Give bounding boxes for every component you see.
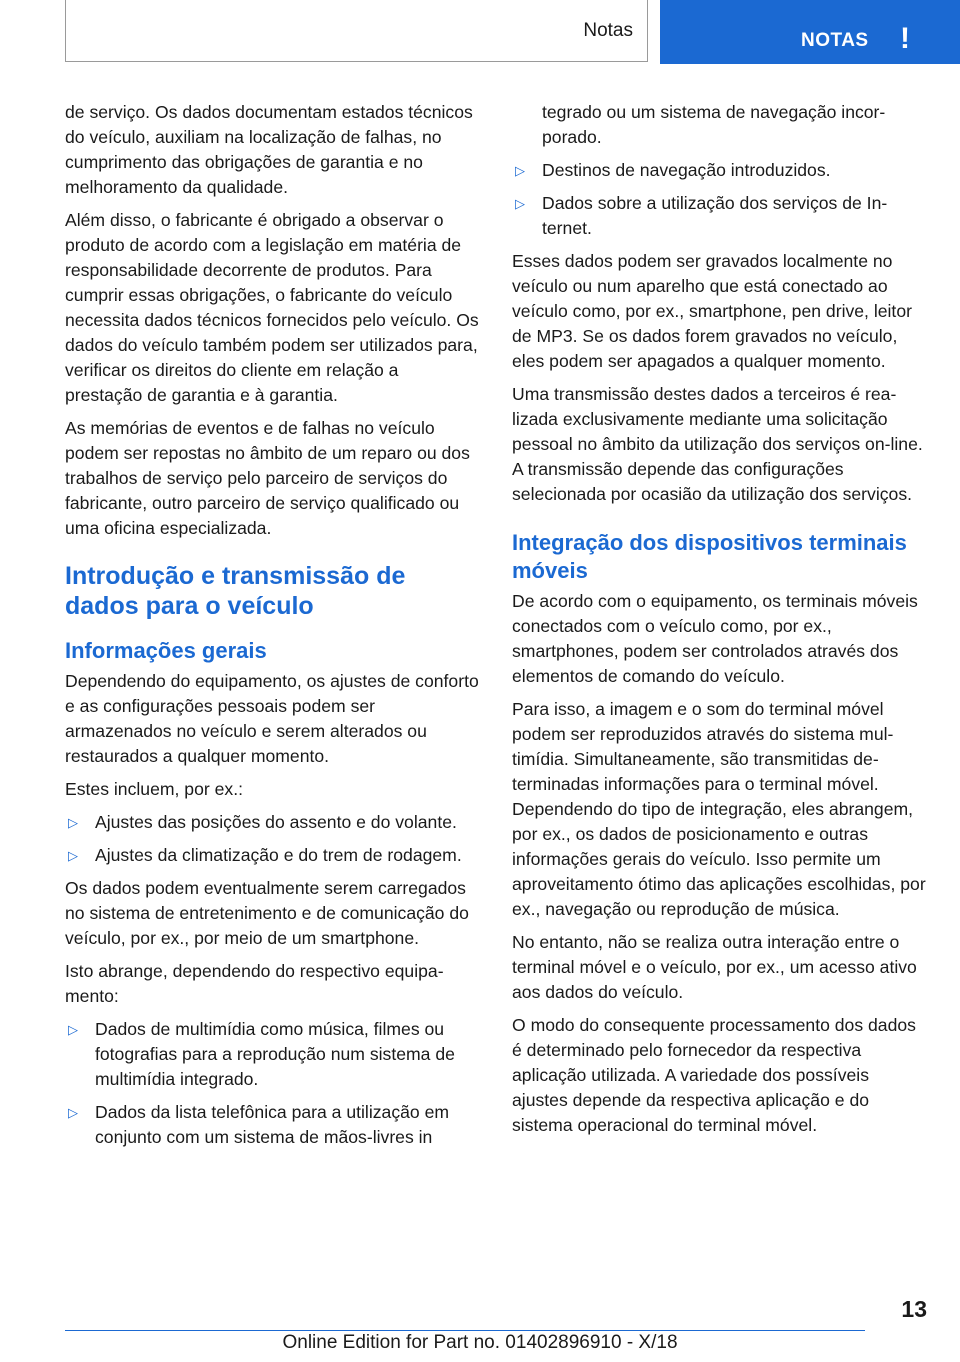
paragraph: Isto abrange, dependendo do respectivo equipamento: bbox=[65, 961, 444, 1006]
triangle-bullet-icon: ▷ bbox=[515, 163, 525, 178]
paragraph: Dependendo do equipamento, os ajustes de conforto e as configurações pessoais podem ser armazenados no veículo e serem alterados ou restaurados a qualquer momento. bbox=[65, 671, 479, 766]
page-number: 13 bbox=[901, 1296, 927, 1322]
paragraph: As memórias de eventos e de falhas no veículo podem ser repostas no âmbito de um reparo ou dos trabalhos de serviço pelo parceiro de serviços do fabricante, outro parceiro de serviço qualificado ou uma oficina especializada. bbox=[65, 418, 470, 538]
paragraph: Esses dados podem ser gravados localmente no veículo ou num aparelho que está conectado ao veículo como, por ex., smartphone, pen drive, leitor de MP3. Se os dados forem gravados no veículo, eles podem ser apagados a qualquer momento. bbox=[512, 251, 912, 371]
bullet-list bbox=[65, 1017, 479, 1150]
triangle-bullet-icon: ▷ bbox=[68, 848, 78, 863]
paragraph: Uma transmissão destes dados a terceiros é realizada exclusivamente mediante uma solicitação pessoal no âmbito da utilização dos serviços on-line. A transmissão depende das configurações selecionada por ocasião da utilização dos serviços. bbox=[512, 384, 923, 504]
triangle-bullet-icon: ▷ bbox=[68, 1022, 78, 1037]
triangle-bullet-icon: ▷ bbox=[68, 815, 78, 830]
list-item bbox=[65, 1017, 479, 1092]
header-section-box bbox=[65, 0, 648, 62]
list-item-text: Ajustes das posições do assento e do volante. bbox=[95, 812, 457, 832]
bullet-list bbox=[65, 810, 479, 868]
header-section-title: Notas bbox=[583, 19, 633, 41]
paragraph: Os dados podem eventualmente serem carregados no sistema de entretenimento e de comunicação do veículo, por ex., por meio de um smartphone. bbox=[65, 878, 469, 948]
triangle-bullet-icon: ▷ bbox=[68, 1105, 78, 1120]
paragraph: Estes incluem, por ex.: bbox=[65, 779, 243, 799]
list-item-text: Dados sobre a utilização dos serviços de Internet. bbox=[542, 193, 888, 238]
list-item-text: Dados da lista telefônica para a utilização em conjunto com um sistema de mãos-livres in bbox=[95, 1102, 450, 1147]
list-item bbox=[512, 191, 926, 241]
paragraph: de serviço. Os dados documentam estados técnicos do veículo, auxiliam na localização de falhas, no cumprimento das obrigações de garantia e no melhoramento da qualidade. bbox=[65, 102, 473, 197]
list-item bbox=[65, 810, 479, 835]
subsection-heading: Integração dos dispositivos terminais móveis bbox=[512, 530, 907, 583]
footer-divider bbox=[65, 1330, 865, 1331]
left-column bbox=[65, 100, 479, 1158]
list-item-text: tegrado ou um sistema de navegação incorporado. bbox=[542, 102, 886, 147]
paragraph: Para isso, a imagem e o som do terminal móvel podem ser reproduzidos através do sistema multimídia. Simultaneamente, são transmitidas determinadas informações para o terminal móvel. Dependendo do tipo de integração, eles abrangem, por ex., os dados de posicionamento e outras informações gerais do veículo. Isso permite um aproveitamento ótimo das aplicações escolhidas, por ex., navegação ou reprodução de música. bbox=[512, 699, 926, 919]
paragraph: O modo do consequente processamento dos dados é determinado pelo fornecedor da respectiva aplicação utilizada. A variedade dos possíveis ajustes depende da respectiva aplicação e do sistema operacional do terminal móvel. bbox=[512, 1015, 916, 1135]
list-item bbox=[65, 1100, 479, 1150]
footer-edition: Online Edition for Part no. 01402896910 - X/18 bbox=[282, 1332, 678, 1353]
subsection-heading: Informações gerais bbox=[65, 638, 267, 663]
paragraph: No entanto, não se realiza outra interação entre o terminal móvel e o veículo, por ex., um acesso ativo aos dados do veículo. bbox=[512, 932, 917, 1002]
list-item-text: Destinos de navegação introduzidos. bbox=[542, 160, 831, 180]
header-chapter-tab bbox=[660, 0, 960, 64]
section-heading: Introdução e transmissão de dados para o veículo bbox=[65, 562, 406, 620]
header-chapter-title: NOTAS bbox=[801, 30, 869, 51]
list-item bbox=[512, 158, 926, 183]
triangle-bullet-icon: ▷ bbox=[515, 196, 525, 211]
exclamation-icon: ! bbox=[900, 22, 910, 55]
list-item-text: Dados de multimídia como música, filmes ou fotografias para a reprodução num sistema de multimídia integrado. bbox=[95, 1019, 455, 1089]
right-column bbox=[512, 100, 926, 1146]
bullet-list bbox=[512, 100, 926, 241]
paragraph: Além disso, o fabricante é obrigado a observar o produto de acordo com a legislação em matéria de responsabilidade decorrente de produtos. Para cumprir essas obrigações, o fabricante do veículo necessita dados técnicos fornecidos pelo veículo. Os dados do veículo também podem ser utilizados para, verificar os direitos do cliente em relação a prestação de garantia e à garantia. bbox=[65, 210, 479, 405]
list-item-continued bbox=[512, 100, 926, 150]
list-item-text: Ajustes da climatização e do trem de rodagem. bbox=[95, 845, 462, 865]
paragraph: De acordo com o equipamento, os terminais móveis conectados com o veículo como, por ex., smartphones, podem ser controlados através dos elementos de comando do veículo. bbox=[512, 591, 918, 686]
list-item bbox=[65, 843, 479, 868]
